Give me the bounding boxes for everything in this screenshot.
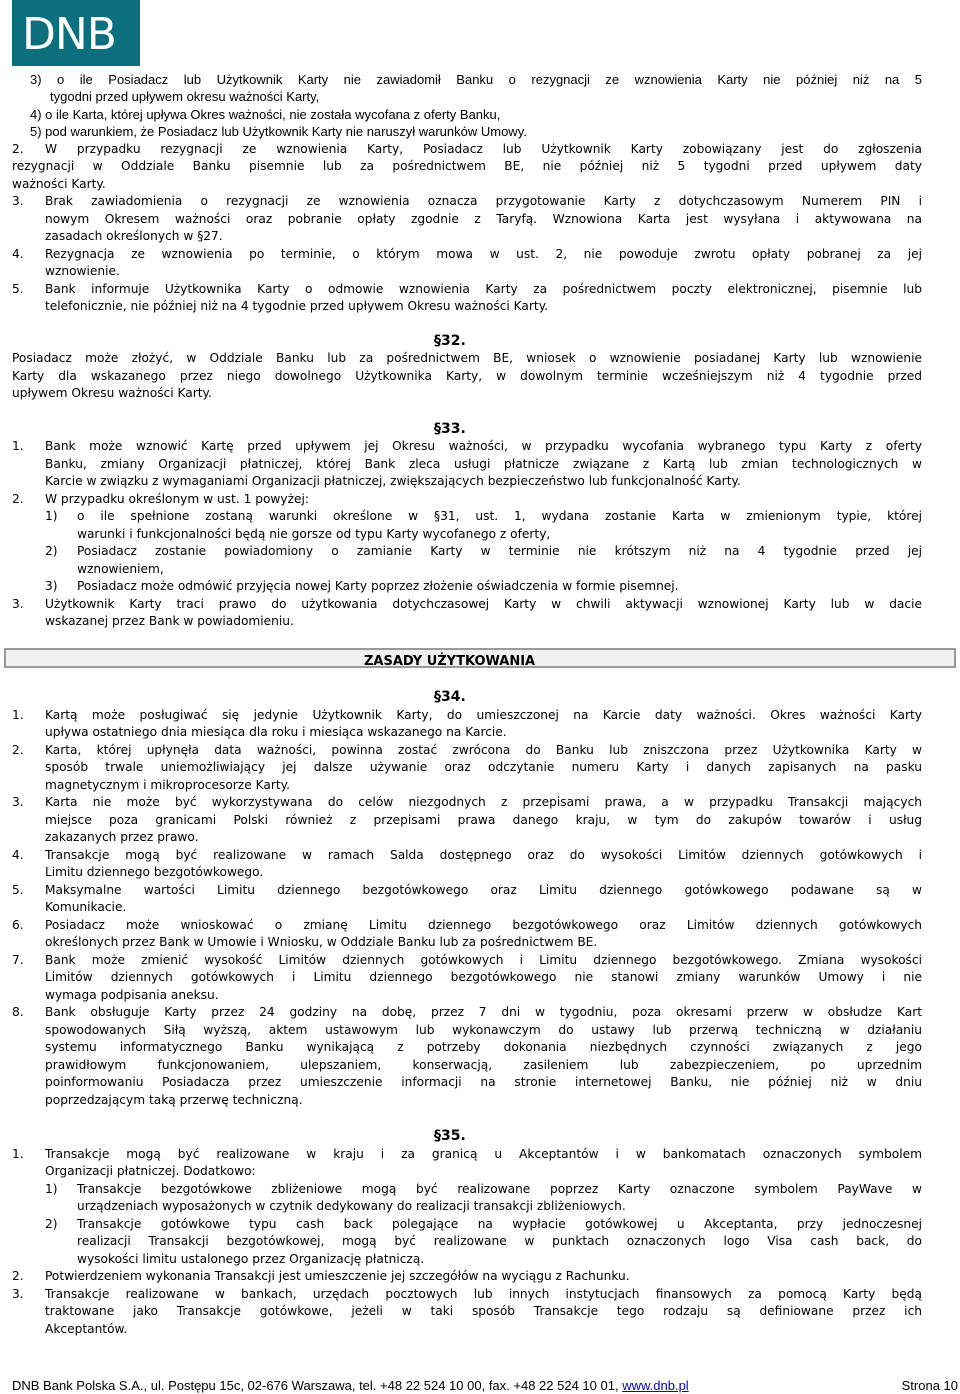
- text-line: zakazanych przez prawo.: [45, 830, 199, 844]
- text-line: prawidłowym funkcjonowaniem, ulepszaniem, konserwacją, zasileniem lub zabezpieczeniem, po uprzednim: [45, 1058, 922, 1072]
- text-line: Komunikacie.: [45, 900, 127, 914]
- text-line: spowodowanych Siłą wyższą, aktem ustawowym lub wykonawczym do ustawy lub przerwą techniczną w działaniu: [45, 1023, 922, 1037]
- list-number: 1): [45, 1182, 58, 1196]
- text-line: realizacji Transakcji bezgotówkowej, mogą być realizowane w punktach oznaczonych logo Visa cash back, do: [77, 1234, 922, 1248]
- text-line: Posiadacz zostanie powiadomiony o zamianie Karty w terminie nie krótszym niż na 4 tygodnie przed jej: [77, 544, 922, 558]
- text-line: zasadach określonych w §27.: [45, 229, 223, 243]
- text-line: traktowane jako Transakcje gotówkowe, jeżeli w taki sposób Transakcje tego rodzaju są definiowane przez ich: [45, 1304, 922, 1318]
- text-line: tygodni przed upływem okresu ważności Karty,: [50, 89, 320, 104]
- text-line: Limitu dziennego bezgotówkowego.: [45, 865, 264, 879]
- list-number: 1.: [12, 439, 24, 453]
- section-heading: §32.: [434, 333, 466, 349]
- text-line: Bank obsługuje Karty przez 24 godziny na dobę, przez 7 dni w tygodniu, poza okresami przerw w obsłudze Kart: [45, 1005, 922, 1019]
- text-line: urządzeniach wyposażonych w czytnik dedykowany do realizacji transakcji zbliżeniowych.: [77, 1199, 626, 1213]
- section-heading: §33.: [434, 421, 466, 437]
- text-line: Potwierdzeniem wykonania Transakcji jest umieszczenie jej szczegółów na wyciągu z Rachunku.: [45, 1269, 630, 1283]
- list-number: 2.: [12, 743, 24, 757]
- page-footer: [12, 1377, 958, 1394]
- text-line: Brak zawiadomienia o rezygnacji ze wznowienia oznacza przygotowanie Karty z dotychczasowym Numerem PIN i: [45, 194, 922, 208]
- text-line: miejsce poza granicami Polski również z przepisami prawa danego kraju, w tym do zakupów towarów i usług: [45, 813, 922, 827]
- text-line: sposób trwale uniemożliwiający jej dalsze używanie oraz odczytanie numeru Karty i danych zapisanych na pasku: [45, 760, 922, 774]
- list-number: 2.: [12, 492, 24, 506]
- text-line: warunki i funkcjonalności będą nie gorsze od typu Karty wycofanego z oferty,: [77, 527, 551, 541]
- text-line: Organizacji płatniczej. Dodatkowo:: [45, 1164, 256, 1178]
- text-line: wymaga podpisania aneksu.: [45, 988, 219, 1002]
- list-number: 5.: [12, 883, 24, 897]
- list-number: 5.: [12, 282, 24, 296]
- list-number: 2): [45, 544, 58, 558]
- text-line: rezygnacji w Oddziale Banku pisemnie lub za pośrednictwem BE, nie później niż 5 tygodni przed upływem daty: [12, 159, 922, 173]
- text-line: Transakcje bezgotówkowe zbliżeniowe mogą być realizowane poprzez Karty oznaczone symbolem PayWave w: [77, 1182, 922, 1196]
- list-number: 3.: [12, 795, 24, 809]
- text-line: Kartą może posługiwać się jedynie Użytkownik Karty, do umieszczonej na Karcie daty ważności. Okres ważności Karty: [45, 708, 922, 722]
- page-number: Strona 10: [901, 1378, 958, 1393]
- text-line: Karty dla wskazanego przez niego dowolnego Użytkownika Karty, w dowolnym terminie wcześniejszym niż 4 tygodnie przed: [12, 369, 922, 383]
- text-line: upływa ostatniego dnia miesiąca dla roku i miesiąca wskazanego na Karcie.: [45, 725, 507, 739]
- text-line: określonych przez Bank w Umowie i Wniosku, w Oddziale Banku lub za pośrednictwem BE.: [45, 935, 598, 949]
- text-line: poprzedzającym taką przerwę techniczną.: [45, 1093, 303, 1107]
- list-number: 3): [45, 579, 58, 593]
- text-line: wskazanej przez Bank w powiadomieniu.: [45, 614, 294, 628]
- text-line: 5) pod warunkiem, że Posiadacz lub Użytkownik Karty nie naruszył warunków Umowy.: [30, 124, 527, 139]
- text-line: wysokości limitu ustalonego przez Organizację płatniczą.: [77, 1252, 425, 1266]
- text-line: Bank informuje Użytkownika Karty o odmowie wznowienia Karty za pośrednictwem poczty elektronicznej, pisemnie lub: [45, 282, 922, 296]
- text-line: magnetycznym i mikroprocesorze Karty.: [45, 778, 290, 792]
- list-number: 4.: [12, 247, 24, 261]
- text-line: telefonicznie, nie później niż na 4 tygodnie przed upływem Okresu ważności Karty.: [45, 299, 549, 313]
- list-number: 2.: [12, 142, 24, 156]
- text-line: Karta, której upłynęła data ważności, powinna zostać zwrócona do Banku lub zniszczona przez Użytkownika Karty w: [45, 743, 922, 757]
- text-line: Transakcje gotówkowe typu cash back polegające na wypłacie gotówkowej u Akceptanta, przy jednoczesnej: [77, 1217, 922, 1231]
- list-number: 1.: [12, 708, 24, 722]
- text-line: W przypadku rezygnacji ze wznowienia Karty, Posiadacz lub Użytkownik Karty zobowiązany jest do zgłoszenia: [45, 142, 922, 156]
- footer-website-link[interactable]: www.dnb.pl: [622, 1378, 689, 1393]
- list-number: 1.: [12, 1147, 24, 1161]
- logo-text: DNB: [22, 9, 116, 60]
- section-heading: §35.: [434, 1128, 466, 1144]
- text-line: Maksymalne wartości Limitu dziennego bezgotówkowego oraz Limitu dziennego gotówkowego podawane są w: [45, 883, 922, 897]
- text-line: wznowieniem,: [77, 562, 164, 576]
- text-line: Rezygnacja ze wznowienia po terminie, o którym mowa w ust. 2, nie powoduje zwrotu opłaty pobranej za jej: [45, 247, 922, 261]
- text-line: Transakcje mogą być realizowane w ramach Salda dostępnego oraz do wysokości Limitów dziennych gotówkowych i: [45, 848, 922, 862]
- list-number: 8.: [12, 1005, 24, 1019]
- text-line: Posiadacz może wnioskować o zmianę Limitu dziennego bezgotówkowego oraz Limitów dziennych gotówkowych: [45, 918, 922, 932]
- dnb-logo: [12, 0, 140, 66]
- list-number: 2.: [12, 1269, 24, 1283]
- list-number: 4.: [12, 848, 24, 862]
- text-line: ważności Karty.: [12, 177, 106, 191]
- text-line: upływem Okresu ważności Karty.: [12, 386, 212, 400]
- footer-address: DNB Bank Polska S.A., ul. Postępu 15c, 02-676 Warszawa, tel. +48 22 524 10 00, fax. +48 22 524 10 01,: [12, 1378, 619, 1393]
- text-line: Posiadacz może złożyć, w Oddziale Banku lub za pośrednictwem BE, wniosek o wznowienie posiadanej Karty lub wznowienie: [12, 351, 922, 365]
- text-line: Użytkownik Karty traci prawo do użytkowania dotychczasowej Karty w chwili aktywacji wznowionej Karty lub w dacie: [45, 597, 922, 611]
- text-line: Limitów dziennych gotówkowych i Limitu dziennego bezgotówkowego nie stanowi zmiany warunków Umowy i nie: [45, 970, 922, 984]
- list-number: 3.: [12, 597, 24, 611]
- text-line: nowym Okresem ważności oraz pobranie opłaty zgodnie z Taryfą. Wznowiona Karta jest wysyłana i aktywowana na: [45, 212, 922, 226]
- text-line: Posiadacz może odmówić przyjęcia nowej Karty poprzez złożenie oświadczenia w formie pisemnej.: [77, 579, 679, 593]
- text-line: Transakcje realizowane w bankach, urzędach pocztowych lub innych instytucjach finansowych za pomocą Karty będą: [45, 1287, 922, 1301]
- section-heading: §34.: [434, 689, 466, 705]
- text-line: wznowienie.: [45, 264, 120, 278]
- list-number: 7.: [12, 953, 24, 967]
- text-line: 3) o ile Posiadacz lub Użytkownik Karty nie zawiadomił Banku o rezygnacji ze wznowienia Karty nie później niż na 5: [30, 72, 922, 87]
- text-line: Karta nie może być wykorzystywana do celów niezgodnych z przepisami prawa, a w przypadku Transakcji mających: [45, 795, 922, 809]
- text-line: o ile spełnione zostaną warunki określone w §31, ust. 1, wydana zostanie Karta w zmienionym typie, której: [77, 509, 922, 523]
- list-number: 3.: [12, 1287, 24, 1301]
- text-line: Bank może zmienić wysokość Limitów dziennych gotówkowych i Limitu dziennego bezgotówkowego. Zmiana wysokości: [45, 953, 922, 967]
- text-line: Bank może wznowić Kartę przed upływem jej Okresu ważności, w przypadku wycofania wybranego typu Karty z oferty: [45, 439, 922, 453]
- list-number: 6.: [12, 918, 24, 932]
- list-number: 2): [45, 1217, 58, 1231]
- section-banner-title: ZASADY UŻYTKOWANIA: [364, 654, 536, 669]
- text-line: Karcie w związku z wymaganiami Organizacji płatniczej, zwiększających bezpieczeństwo lub funkcjonalność Karty.: [45, 474, 741, 488]
- list-number: 1): [45, 509, 58, 523]
- list-number: 3.: [12, 194, 24, 208]
- text-line: W przypadku określonym w ust. 1 powyżej:: [45, 492, 309, 506]
- text-line: 4) o ile Karta, której upływa Okres ważności, nie została wycofana z oferty Banku,: [30, 107, 501, 122]
- text-line: Transakcje mogą być realizowane w kraju i za granicą u Akceptantów i w bankomatach oznaczonych symbolem: [45, 1147, 922, 1161]
- text-line: systemu informatycznego Banku wynikającą z potrzeby dokonania niezbędnych czynności związanych z jego: [45, 1040, 922, 1054]
- text-line: Banku, zmiany Organizacji płatniczej, której Bank zleca usługi płatnicze związane z Kartą lub zmian technologicznych w: [45, 457, 922, 471]
- text-line: poinformowaniu Posiadacza przez umieszczenie informacji na stronie internetowej Banku, nie później niż w dniu: [45, 1075, 922, 1089]
- text-line: Akceptantów.: [45, 1322, 128, 1336]
